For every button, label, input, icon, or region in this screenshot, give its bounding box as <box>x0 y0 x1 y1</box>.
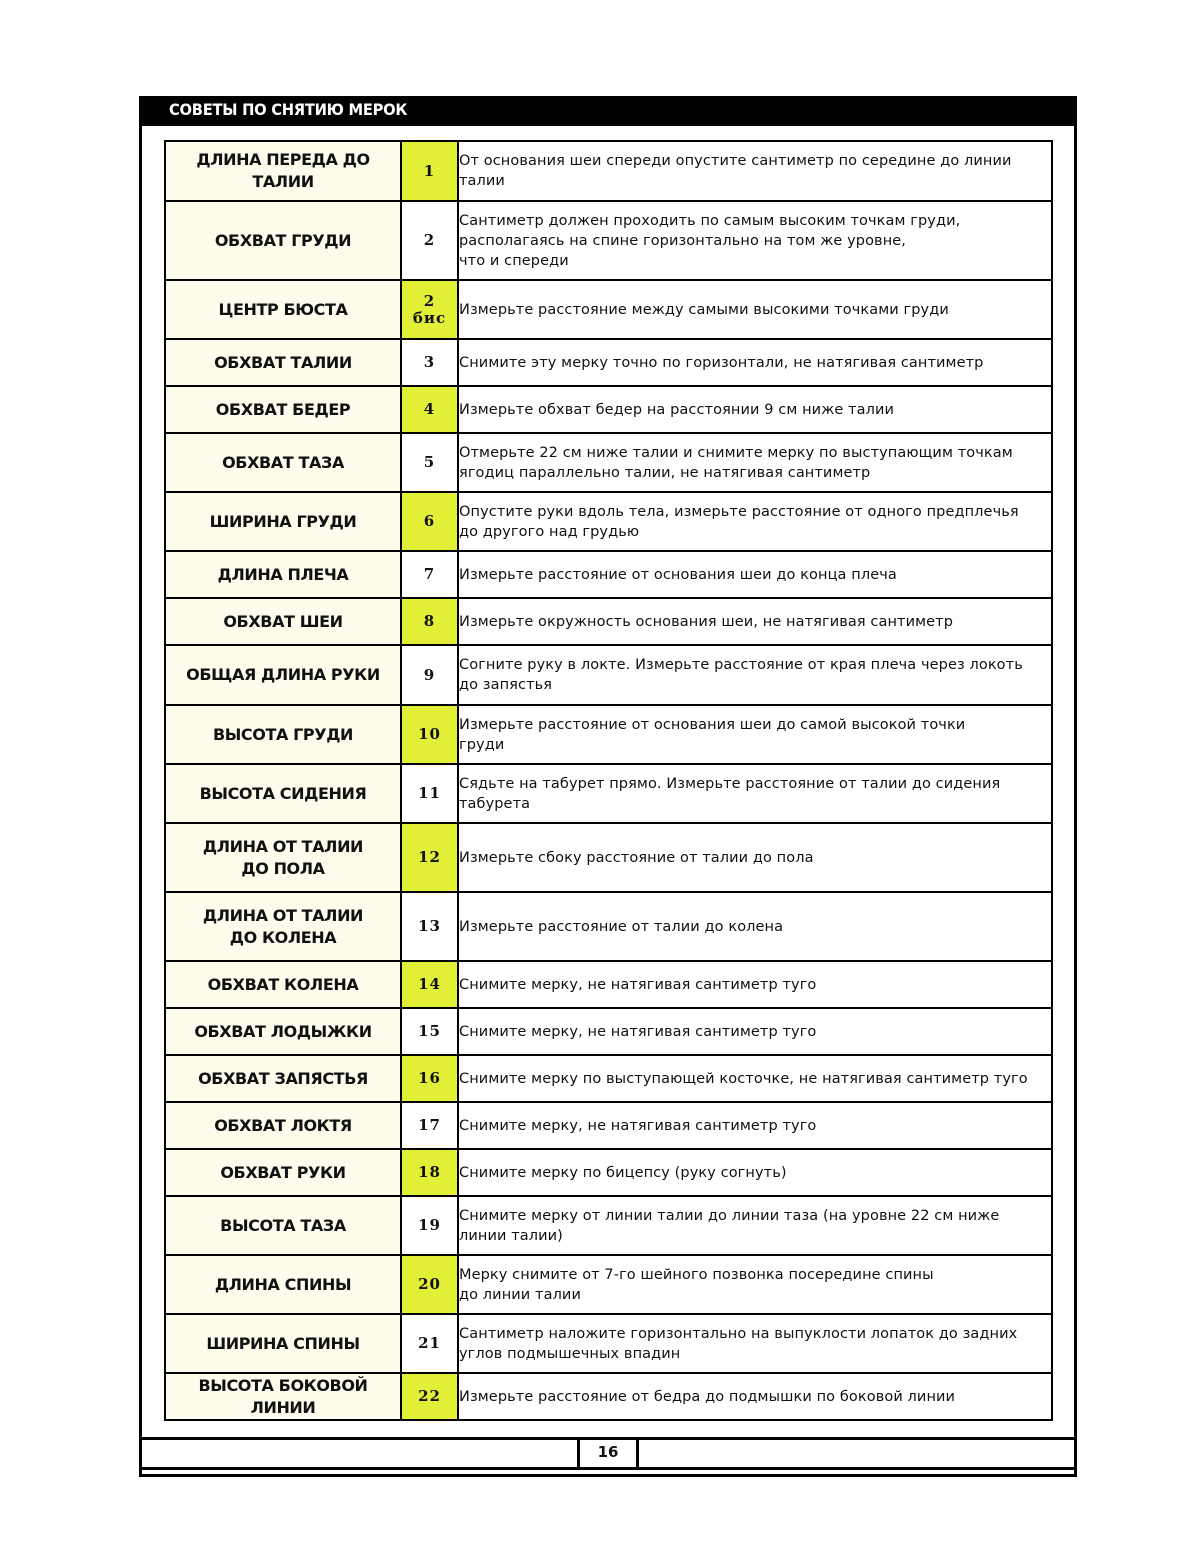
table-row <box>165 433 1052 492</box>
table-row <box>165 1255 1052 1314</box>
measurement-description: Мерку снимите от 7-го шейного позвонка посередине спины до линии талии <box>458 1255 1052 1314</box>
measurement-description: Снимите мерку, не натягивая сантиметр туго <box>458 1102 1052 1149</box>
table-row <box>165 201 1052 280</box>
measurement-number: 17 <box>401 1102 458 1149</box>
measurement-description: Опустите руки вдоль тела, измерьте расстояние от одного предплечья до другого над грудью <box>458 492 1052 551</box>
measurement-number: 20 <box>401 1255 458 1314</box>
measurement-name: ОБХВАТ ЛОДЫЖКИ <box>165 1008 401 1055</box>
measurement-number: 15 <box>401 1008 458 1055</box>
table-row <box>165 764 1052 823</box>
table-row <box>165 141 1052 201</box>
table-row <box>165 280 1052 339</box>
measurement-description: Измерьте расстояние от основания шеи до конца плеча <box>458 551 1052 598</box>
measurement-description: Сантиметр должен проходить по самым высоким точкам груди, располагаясь на спине горизонтально на том же уровне, что и спереди <box>458 201 1052 280</box>
measurement-name: ДЛИНА ОТ ТАЛИИ ДО ПОЛА <box>165 823 401 892</box>
table-row <box>165 1102 1052 1149</box>
measurement-number: 18 <box>401 1149 458 1196</box>
table-row <box>165 645 1052 705</box>
measurement-number: 16 <box>401 1055 458 1102</box>
table-row <box>165 1008 1052 1055</box>
table-row <box>165 386 1052 433</box>
measurement-name: ОБХВАТ ТАЗА <box>165 433 401 492</box>
measurement-number: 5 <box>401 433 458 492</box>
measurement-description: Измерьте расстояние между самыми высокими точками груди <box>458 280 1052 339</box>
table-row <box>165 1196 1052 1255</box>
measurement-description: Сядьте на табурет прямо. Измерьте расстояние от талии до сидения табурета <box>458 764 1052 823</box>
measurement-number: 7 <box>401 551 458 598</box>
table-row <box>165 823 1052 892</box>
measurement-description: Отмерьте 22 см ниже талии и снимите мерку по выступающим точкам ягодиц параллельно талии, не натягивая сантиметр <box>458 433 1052 492</box>
measurement-name: ШИРИНА СПИНЫ <box>165 1314 401 1373</box>
table-row <box>165 1055 1052 1102</box>
measurement-description: Сантиметр наложите горизонтально на выпуклости лопаток до задних углов подмышечных впадин <box>458 1314 1052 1373</box>
measurement-description: Снимите мерку от линии талии до линии таза (на уровне 22 см ниже линии талии) <box>458 1196 1052 1255</box>
measurement-number: 11 <box>401 764 458 823</box>
measurement-name: ОБХВАТ КОЛЕНА <box>165 961 401 1008</box>
measurement-name: ВЫСОТА СИДЕНИЯ <box>165 764 401 823</box>
table-row <box>165 961 1052 1008</box>
measurement-name: ВЫСОТА ТАЗА <box>165 1196 401 1255</box>
measurement-description: Измерьте окружность основания шеи, не натягивая сантиметр <box>458 598 1052 645</box>
table-row <box>165 598 1052 645</box>
measurement-number: 4 <box>401 386 458 433</box>
footer-bottom-line <box>139 1467 1077 1470</box>
measurement-number: 2 бис <box>401 280 458 339</box>
table-row <box>165 1373 1052 1420</box>
table-row <box>165 1149 1052 1196</box>
header-bar <box>139 96 1077 126</box>
measurement-name: ОБХВАТ РУКИ <box>165 1149 401 1196</box>
measurement-number: 19 <box>401 1196 458 1255</box>
measurement-name: ЦЕНТР БЮСТА <box>165 280 401 339</box>
measurement-description: Согните руку в локте. Измерьте расстояние от края плеча через локоть до запястья <box>458 645 1052 705</box>
measurement-number: 8 <box>401 598 458 645</box>
measurement-number: 1 <box>401 141 458 201</box>
measurement-number: 13 <box>401 892 458 961</box>
measurement-name: ОБЩАЯ ДЛИНА РУКИ <box>165 645 401 705</box>
measurement-number: 14 <box>401 961 458 1008</box>
page-title: СОВЕТЫ ПО СНЯТИЮ МЕРОК <box>169 100 408 119</box>
measurement-description: Снимите эту мерку точно по горизонтали, не натягивая сантиметр <box>458 339 1052 386</box>
table-row <box>165 551 1052 598</box>
table-row <box>165 892 1052 961</box>
measurement-number: 9 <box>401 645 458 705</box>
measurement-description: От основания шеи спереди опустите сантиметр по середине до линии талии <box>458 141 1052 201</box>
measurement-description: Снимите мерку по выступающей косточке, не натягивая сантиметр туго <box>458 1055 1052 1102</box>
measurement-description: Измерьте сбоку расстояние от талии до пола <box>458 823 1052 892</box>
measurement-number: 12 <box>401 823 458 892</box>
measurement-description: Измерьте обхват бедер на расстоянии 9 см ниже талии <box>458 386 1052 433</box>
table-row <box>165 492 1052 551</box>
measurement-name: ВЫСОТА ГРУДИ <box>165 705 401 764</box>
table-row <box>165 1314 1052 1373</box>
measurement-number: 2 <box>401 201 458 280</box>
measurement-description: Снимите мерку, не натягивая сантиметр туго <box>458 1008 1052 1055</box>
measurement-number: 3 <box>401 339 458 386</box>
measurement-number: 10 <box>401 705 458 764</box>
measurement-description: Измерьте расстояние от бедра до подмышки по боковой линии <box>458 1373 1052 1420</box>
measurement-number: 6 <box>401 492 458 551</box>
measurement-name: ДЛИНА СПИНЫ <box>165 1255 401 1314</box>
measurement-name: ДЛИНА ПЛЕЧА <box>165 551 401 598</box>
measurement-description: Измерьте расстояние от основания шеи до самой высокой точки груди <box>458 705 1052 764</box>
table-row <box>165 339 1052 386</box>
measurement-number: 22 <box>401 1373 458 1420</box>
measurement-name: ДЛИНА ОТ ТАЛИИ ДО КОЛЕНА <box>165 892 401 961</box>
table-row <box>165 705 1052 764</box>
measurement-name: ОБХВАТ ЛОКТЯ <box>165 1102 401 1149</box>
measurement-name: ОБХВАТ ШЕИ <box>165 598 401 645</box>
measurement-name: ОБХВАТ ГРУДИ <box>165 201 401 280</box>
measurement-name: ВЫСОТА БОКОВОЙ ЛИНИИ <box>165 1373 401 1420</box>
measurement-description: Измерьте расстояние от талии до колена <box>458 892 1052 961</box>
measurement-description: Снимите мерку по бицепсу (руку согнуть) <box>458 1149 1052 1196</box>
measurement-name: ШИРИНА ГРУДИ <box>165 492 401 551</box>
measurement-name: ДЛИНА ПЕРЕДА ДО ТАЛИИ <box>165 141 401 201</box>
measurement-name: ОБХВАТ БЕДЕР <box>165 386 401 433</box>
page-number: 16 <box>577 1437 639 1467</box>
measurement-description: Снимите мерку, не натягивая сантиметр туго <box>458 961 1052 1008</box>
measurement-name: ОБХВАТ ТАЛИИ <box>165 339 401 386</box>
measurements-table <box>164 140 1053 1421</box>
measurement-name: ОБХВАТ ЗАПЯСТЬЯ <box>165 1055 401 1102</box>
measurement-number: 21 <box>401 1314 458 1373</box>
